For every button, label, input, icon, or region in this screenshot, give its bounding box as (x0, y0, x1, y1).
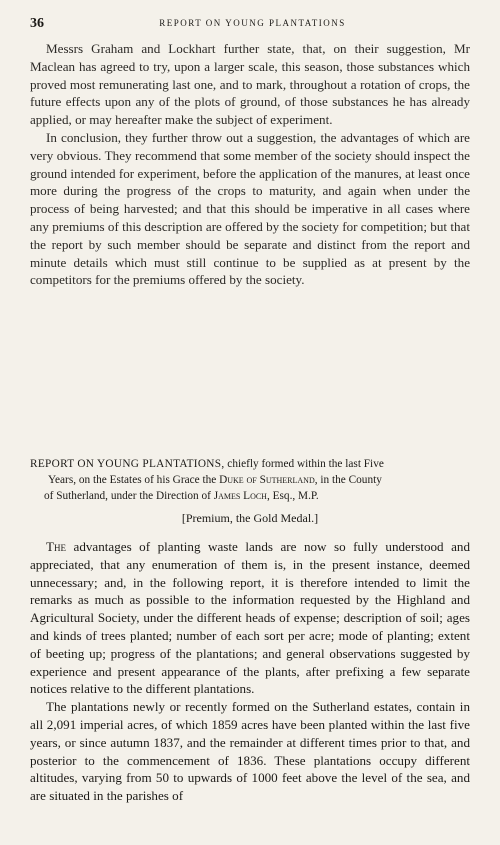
report-paragraph-2: The plantations newly or recently formed on the Sutherland estates, contain in all 2,091 imperial acres, of which 1859 acres have been planted within the last five years, or since autumn 1837, and the remainder at different times prior to that, and posterior to the commencement of 1836. These plantations occupy different altitudes, varying from 50 to upwards of 1000 feet above the level of the sea, and are situated in the parishes of (30, 699, 470, 804)
report-subtitle-d: of Sutherland, under the Direction of (44, 490, 214, 502)
director-name: James Loch (213, 490, 267, 502)
report-heading-line-3 (30, 488, 475, 504)
report-heading (30, 456, 475, 504)
top-section (30, 40, 470, 289)
report-heading-line-1 (30, 456, 475, 472)
report-heading-line-2 (30, 472, 475, 488)
report-body (30, 538, 470, 805)
report-subtitle-b: Years, on the Estates of his Grace the (48, 474, 220, 486)
report-paragraph-1 (30, 538, 470, 698)
page-number: 36 (30, 16, 44, 31)
premium-line: [Premium, the Gold Medal.] (181, 511, 319, 525)
top-paragraph-2: In conclusion, they further throw out a suggestion, the advantages of which are very obvious. They recommend that some member of the society should inspect the ground intended for experiment, before the application of the manures, at least once more during the progress of the crops to maturity, and again when under the process of being harvested; and that this should be imperative in all cases where any premiums of this description are offered by the society for competition; but that the report by such member should be separate and distinct from the report and minute details which must still continue to be supplied as at present by the competitors for the premiums offered by the society. (30, 129, 470, 288)
report-title: REPORT ON YOUNG PLANTATIONS, (30, 458, 225, 470)
running-title: REPORT ON YOUNG PLANTATIONS (159, 18, 346, 28)
report-subtitle-e: , Esq., M.P. (266, 490, 319, 502)
report-paragraph-1-text: advantages of planting waste lands are now so fully understood and appreciated, that any enumeration of them is, in the present instance, deemed unnecessary; and, in the following report, it is therefore intended to limit the remarks as much as possible to the information requested by the Highland and Agricultural Society, under the different heads of expense; description of soil; ages and kinds of trees planted; number of each sort per acre; mode of planting; extent of beeting up; progress of the plantations; and general observations suggested by experience and present appearance of the plants, after prefixing a few separate notices relative to the different plantations. (30, 539, 470, 697)
running-header (30, 16, 475, 34)
report-subtitle-a: chiefly formed within the last Five (224, 458, 384, 470)
top-paragraph-1: Messrs Graham and Lockhart further state, that, on their suggestion, Mr Maclean has agreed to try, upon a larger scale, this season, those substances which proved most remunerating last one, and to mark, throughout a rotation of crops, the future effects upon any of the plots of ground, of those substances he has already applied, or may hereafter make the subject of experiment. (30, 41, 470, 128)
lead-word: The (46, 539, 66, 554)
duke-name: Duke of Sutherland (219, 474, 315, 486)
report-subtitle-c: , in the County (314, 474, 382, 486)
